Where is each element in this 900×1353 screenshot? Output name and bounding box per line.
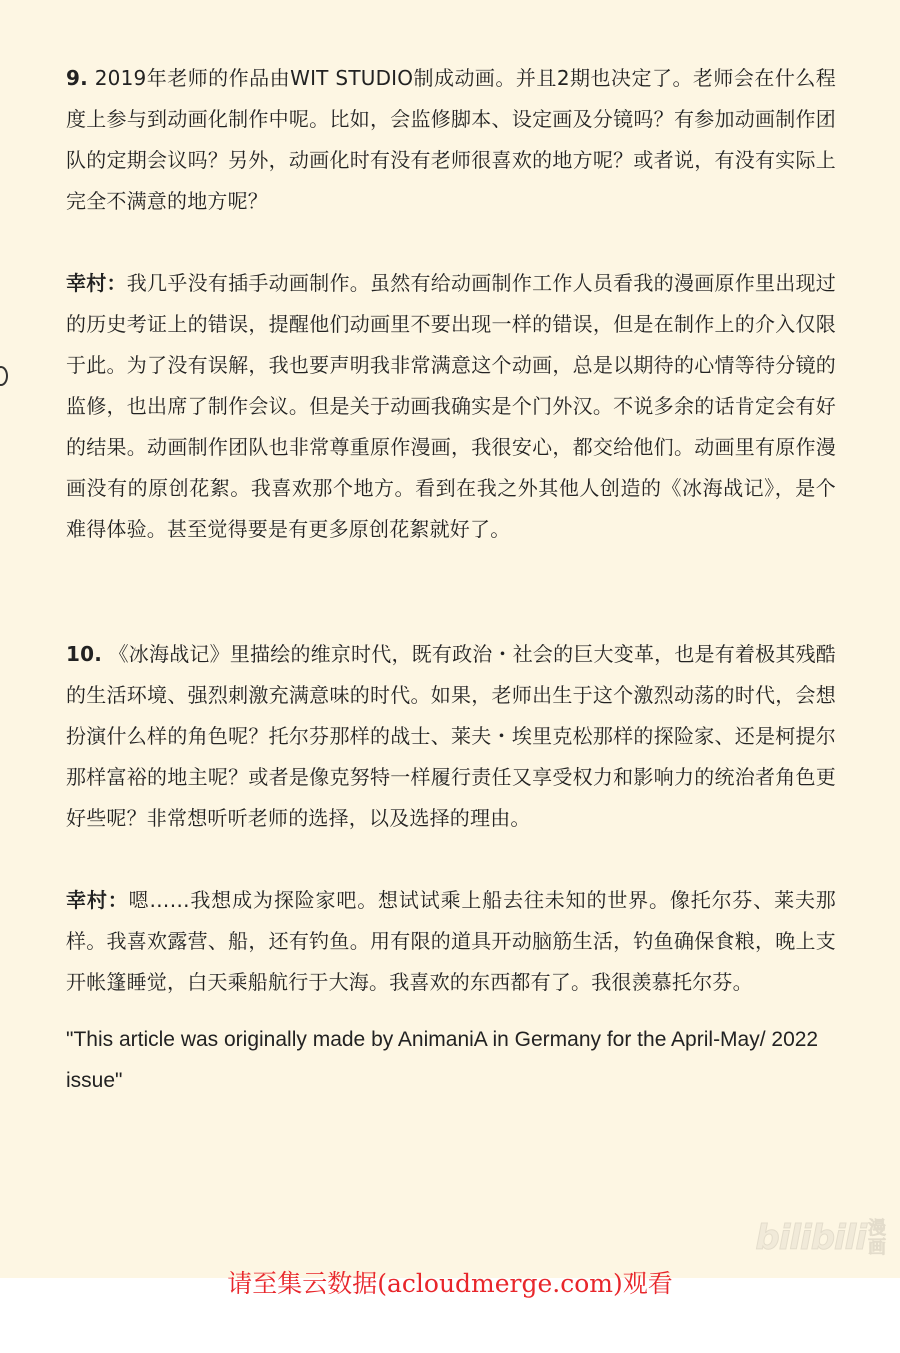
question-9 <box>66 58 836 222</box>
question-10 <box>66 634 836 839</box>
question-10-number: 10. <box>66 642 103 666</box>
question-9-text: 2019年老师的作品由WIT STUDIO制成动画。并且2期也决定了。老师会在什么程度上参与到动画化制作中呢。比如，会监修脚本、设定画及分镜吗？有参加动画制作团队的定期会议吗？另外，动画化时有没有老师很喜欢的地方呢？或者说，有没有实际上完全不满意的地方呢？ <box>66 66 836 213</box>
manga-tag <box>868 1219 886 1257</box>
answer-10 <box>66 880 836 1003</box>
site-notice: 请至集云数据(acloudmerge.com)观看 <box>227 1269 673 1298</box>
source-note: "This article was originally made by AnimaniA in Germany for the April-May/ 2022 issue" <box>66 1028 819 1092</box>
article-content <box>66 58 836 1101</box>
question-10-text: 《冰海战记》里描绘的维京时代，既有政治・社会的巨大变革，也是有着极其残酷的生活环境、强烈刺激充满意味的时代。如果，老师出生于这个激烈动荡的时代，会想扮演什么样的角色呢？托尔芬那样的战士、莱夫・埃里克松那样的探险家、还是柯提尔那样富裕的地主呢？或者是像克努特一样履行责任又享受权力和影响力的统治者角色更好些呢？非常想听听老师的选择，以及选择的理由。 <box>66 642 836 830</box>
edge-mark <box>0 366 8 386</box>
answer-9-speaker: 幸村： <box>66 271 127 295</box>
bilibili-watermark <box>755 1218 886 1258</box>
answer-9-text: 我几乎没有插手动画制作。虽然有给动画制作工作人员看我的漫画原作里出现过的历史考证上的错误，提醒他们动画里不要出现一样的错误，但是在制作上的介入仅限于此。为了没有误解，我也要声明我非常满意这个动画，总是以期待的心情等待分镜的监修，也出席了制作会议。但是关于动画我确实是个门外汉。不说多余的话肯定会有好的结果。动画制作团队也非常尊重原作漫画，我很安心，都交给他们。动画里有原作漫画没有的原创花絮。我喜欢那个地方。看到在我之外其他人创造的《冰海战记》，是个难得体验。甚至觉得要是有更多原创花絮就好了。 <box>66 271 836 541</box>
answer-10-text: 嗯……我想成为探险家吧。想试试乘上船去往未知的世界。像托尔芬、莱夫那样。我喜欢露营、船，还有钓鱼。用有限的道具开动脑筋生活，钓鱼确保食粮，晚上支开帐篷睡觉，白天乘船航行于大海。我喜欢的东西都有了。我很羡慕托尔芬。 <box>66 888 836 994</box>
manga-tag-bottom: 画 <box>868 1237 886 1258</box>
answer-10-speaker: 幸村： <box>66 888 129 912</box>
answer-9 <box>66 263 836 550</box>
manga-tag-top: 漫 <box>868 1218 886 1239</box>
bilibili-logo: bilibili <box>755 1218 866 1258</box>
question-9-number: 9. <box>66 66 88 90</box>
